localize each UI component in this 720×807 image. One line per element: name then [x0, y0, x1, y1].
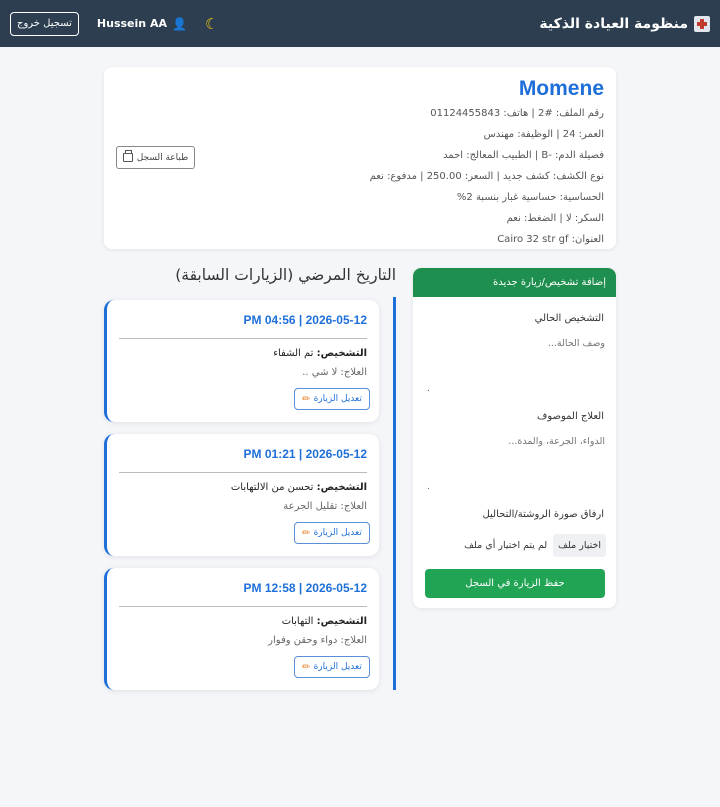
- diagnosis-label: التشخيص:: [316, 616, 367, 627]
- save-visit-button[interactable]: حفظ الزيارة في السجل: [425, 569, 605, 598]
- visit-date: 2026-05-12 | 12:58 PM: [119, 568, 367, 607]
- patient-visit-type: نوع الكشف: كشف جديد | السعر: 250.00 | مدفوع: نعم: [369, 171, 604, 182]
- diagnosis-value: تحسن من الالتهابات: [230, 482, 314, 493]
- patient-address: العنوان: Cairo 32 str gf: [497, 234, 604, 245]
- pencil-icon: ✏: [302, 393, 311, 405]
- user-info: [97, 17, 187, 31]
- treatment-value: تقليل الجرعة: [283, 501, 338, 512]
- visit-treatment: [119, 367, 367, 378]
- patient-blood-doctor: فصيلة الدم: -B | الطبيب المعالج: احمد: [443, 150, 604, 161]
- visit-diagnosis: [119, 348, 367, 359]
- treatment-label: العلاج:: [340, 635, 367, 646]
- logout-button[interactable]: تسجيل خروج: [10, 12, 79, 36]
- pencil-icon: ✏: [302, 527, 311, 539]
- dark-mode-toggle-icon[interactable]: ☾: [204, 14, 219, 33]
- new-visit-form: [413, 268, 616, 608]
- treatment-value: لا شي ..: [302, 367, 338, 378]
- patient-allergy: الحساسية: حساسية غبار بنسبة 2%: [456, 192, 604, 203]
- printer-icon: [123, 153, 133, 162]
- timeline-line: [393, 297, 396, 690]
- patient-file-phone: رقم الملف: #2 | هاتف: 01124455843: [430, 108, 604, 119]
- visit-card: [104, 568, 379, 690]
- pencil-icon: ✏: [302, 661, 311, 673]
- edit-label: تعديل الزيارة: [313, 662, 362, 672]
- textarea-resize-handle: .: [427, 384, 430, 394]
- treatment-value: دواء وحقن وفوار: [268, 635, 338, 646]
- user-icon: 👤: [171, 16, 187, 31]
- edit-label: تعديل الزيارة: [313, 394, 362, 404]
- visit-card: [104, 434, 379, 556]
- edit-visit-button[interactable]: [294, 388, 370, 410]
- diagnosis-field-label: التشخيص الحالي: [534, 313, 604, 324]
- edit-label: تعديل الزيارة: [313, 528, 362, 538]
- hospital-icon: [694, 16, 710, 32]
- treatment-label: العلاج:: [340, 501, 367, 512]
- choose-file-button[interactable]: اختيار ملف: [553, 534, 606, 557]
- treatment-field-label: العلاج الموصوف: [536, 411, 604, 422]
- top-navbar: [0, 0, 720, 47]
- file-input: [464, 534, 606, 557]
- diagnosis-value: تم الشفاء: [273, 348, 314, 359]
- edit-visit-button[interactable]: [294, 522, 370, 544]
- treatment-textarea[interactable]: [423, 436, 605, 492]
- patient-sugar-pressure: السكر: لا | الضغط: نعم: [506, 213, 604, 224]
- treatment-label: العلاج:: [340, 367, 367, 378]
- diagnosis-label: التشخيص:: [316, 348, 367, 359]
- edit-visit-button[interactable]: [294, 656, 370, 678]
- user-name: Hussein AA: [96, 17, 167, 30]
- visit-card: [104, 300, 379, 422]
- history-title: التاريخ المرضي (الزيارات السابقة): [175, 266, 396, 284]
- diagnosis-value: التهابات: [281, 616, 314, 627]
- visit-date: 2026-05-12 | 01:21 PM: [119, 434, 367, 473]
- patient-name: Momene: [518, 77, 604, 100]
- file-status: لم يتم اختيار أي ملف: [464, 540, 548, 551]
- diagnosis-label: التشخيص:: [316, 482, 367, 493]
- visit-diagnosis: [119, 482, 367, 493]
- navbar-actions: [10, 12, 218, 36]
- app-title: منظومة العيادة الذكية: [539, 15, 688, 32]
- visit-treatment: [119, 501, 367, 512]
- patient-age-job: العمر: 24 | الوظيفة: مهندس: [483, 129, 604, 140]
- visit-treatment: [119, 635, 367, 646]
- textarea-resize-handle: .: [427, 482, 430, 492]
- visit-date: 2026-05-12 | 04:56 PM: [119, 300, 367, 339]
- patient-info-card: [104, 67, 616, 249]
- diagnosis-textarea[interactable]: [423, 338, 605, 394]
- form-header: إضافة تشخيص/زيارة جديدة: [413, 268, 616, 297]
- print-record-button[interactable]: [116, 146, 195, 169]
- app-brand: [539, 16, 710, 32]
- visit-diagnosis: [119, 616, 367, 627]
- attachment-label: ارفاق صورة الروشتة/التحاليل: [482, 509, 604, 520]
- print-label: طباعة السجل: [136, 152, 189, 163]
